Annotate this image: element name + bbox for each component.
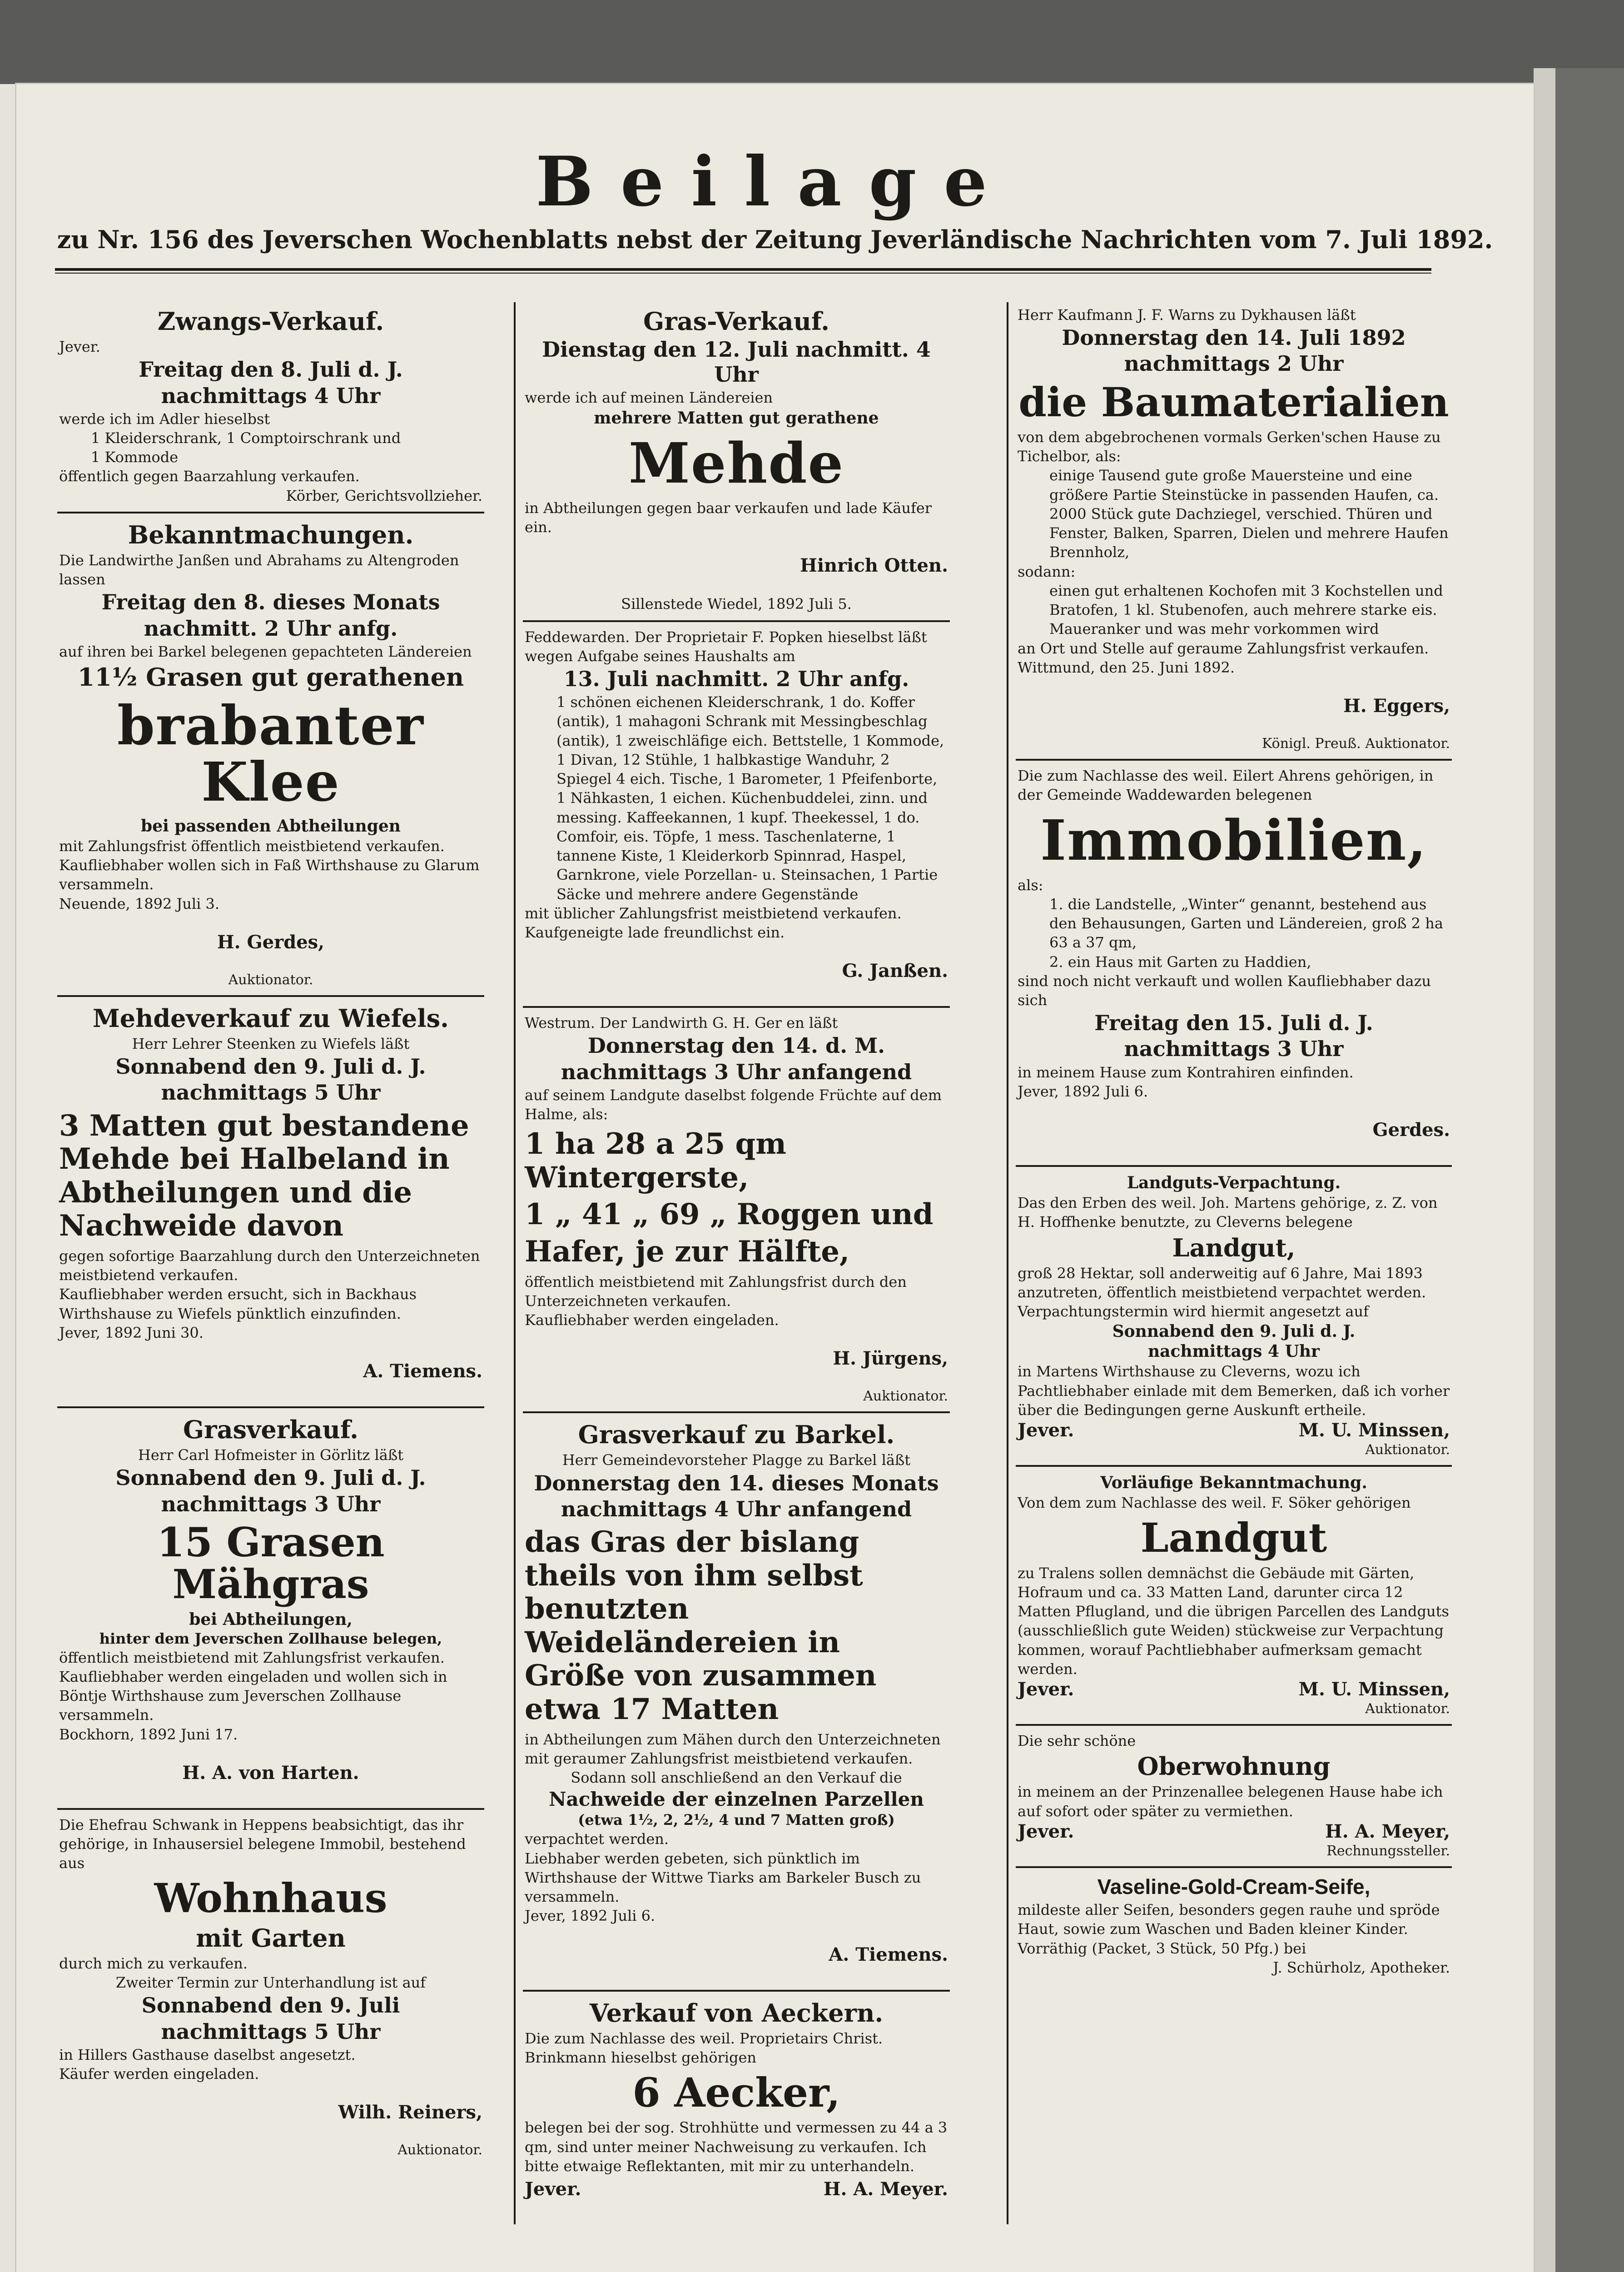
page-title: Beilage xyxy=(536,142,1014,222)
newspaper-page xyxy=(16,84,1534,2272)
ad-vorlaeufige-bekanntmachung: Vorläufige Bekanntmachung. Von dem zum Nachlasse des weil. F. Söker gehörigen Landgut zu Tralens sollen demnächst die Gebäude mit Gärten, Hofraum und ca. 33 Matten Land, darunter circa 12 Matten Pflugland, und die übrigen Parcellen des Landguts (ausschließlich gute Weiden) stückweise zur Verpachtung kommen, worauf Pachtliebhaber aufmerksam gemacht werden. Jever. M. U. Minssen, Auktionator. xyxy=(1016,1467,1452,1726)
column-1 xyxy=(57,300,484,2238)
ad-baumaterialien: Herr Kaufmann J. F. Warns zu Dykhausen läßt Donnerstag den 14. Juli 1892 nachmittags 2 Uhr die Baumaterialien von dem abgebrochenen vormals Gerken'schen Hause zu Tichelbor, als: einige Tausend gute große Mauersteine und eine größere Partie Steinstücke in passenden Haufen, ca. 2000 Stück gute Dachziegel, verschied. Thüren und Fenster, Balken, Sparren, Dielen und mehrere Haufen Brennholz, sodann: einen gut erhaltenen Kochofen mit 3 Kochstellen und Bratofen, 1 kl. Stubenofen, auch mehrere starke eis. Maueranker und was mehr vorkommen wird an Ort und Stelle auf geraume Zahlungsfrist verkaufen. Wittmund, den 25. Juni 1892. H. Eggers, Königl. Preuß. Auktionator. xyxy=(1016,300,1452,761)
ad-landguts-verpachtung: Landguts-Verpachtung. Das den Erben des weil. Joh. Martens gehörige, z. Z. von H. Hoffhenke benutzte, zu Cleverns belegene Landgut, groß 28 Hektar, soll anderweitig auf 6 Jahre, Mai 1893 anzutreten, öffentlich meistbietend verpachtet werden. Verpachtungstermin wird hiermit angesetzt auf Sonnabend den 9. Juli d. J. nachmittags 4 Uhr in Martens Wirthshause zu Cleverns, wozu ich Pachtliebhaber einlade mit dem Bemerken, daß ich vorher über die Bedingungen gerne Auskunft ertheile. Jever. M. U. Minssen, Auktionator. xyxy=(1016,1167,1452,1467)
ad-westrum: Westrum. Der Landwirth G. H. Ger en läßt Donnerstag den 14. d. M. nachmittags 3 Uhr anfangend auf seinem Landgute daselbst folgende Früchte auf dem Halme, als: 1 ha 28 a 25 qm Wintergerste, 1 „ 41 „ 69 „ Roggen und Hafer, je zur Hälfte, öffentlich meistbietend mit Zahlungsfrist durch den Unterzeichneten verkaufen. Kaufliebhaber werden eingeladen. H. Jürgens, Auktionator. xyxy=(523,1008,950,1413)
ad-verkauf-aeckern: Verkauf von Aeckern. Die zum Nachlasse des weil. Proprietairs Christ. Brinkmann hieselbst gehörigen 6 Aecker, belegen bei der sog. Strohhütte und vermessen zu 44 a 3 qm, sind unter meiner Nachweisung zu verkaufen. Ich bitte etwaige Reflektanten, mit mir zu unterhandeln. Jever. H. A. Meyer. xyxy=(525,1998,948,2200)
ad-bekanntmachungen-klee: Bekanntmachungen. Die Landwirthe Janßen und Abrahams zu Altengroden lassen Freitag den 8. dieses Monats nachmitt. 2 Uhr anfg. auf ihren bei Barkel belegenen gepachteten Ländereien 11½ Grasen gut gerathenen brabanter Klee bei passenden Abtheilungen mit Zahlungsfrist öffentlich meistbietend verkaufen. Kaufliebhaber wollen sich in Faß Wirthshause zu Glarum versammeln. Neuende, 1892 Juli 3. H. Gerdes, Auktionator. xyxy=(57,513,484,997)
ad-vaseline-seife: Vaseline-Gold-Cream-Seife, mildeste aller Seifen, besonders gegen rauhe und spröde Haut, sowie zum Waschen und Baden kleiner Kinder. Vorräthig (Packet, 3 Stück, 50 Pfg.) bei J. Schürholz, Apotheker. xyxy=(1018,1874,1450,1976)
title-rule xyxy=(55,268,1431,271)
column-divider xyxy=(514,302,516,2224)
left-page-edge xyxy=(0,84,16,2272)
ad-feddewarden: Feddewarden. Der Proprietair F. Popken hieselbst läßt wegen Aufgabe seines Haushalts am 13. Juli nachmitt. 2 Uhr anfg. 1 schönen eichenen Kleiderschrank, 1 do. Koffer (antik), 1 mahagoni Schrank mit Messingbeschlag (antik), 1 zweischläfige eich. Bettstelle, 1 Kommode, 1 Divan, 12 Stühle, 1 halbkastige Wanduhr, 2 Spiegel 4 eich. Tische, 1 Barometer, 1 Pfeifenborte, 1 Nähkasten, 1 eichen. Küchenbuddelei, zinn. und messing. Kaffeekannen, 1 kupf. Theekessel, 1 do. Comfoir, eis. Töpfe, 1 mess. Taschenlaterne, 1 tannene Kiste, 1 Kleiderkorb Spinnrad, Haspel, Garnkrone, viele Porzellan- u. Steinsachen, 1 Partie Säcke und mehrere andere Gegenstände mit üblicher Zahlungsfrist meistbietend verkaufen. Kaufgeneigte lade freundlichst ein. G. Janßen. xyxy=(523,622,950,1008)
ad-wohnhaus: Die Ehefrau Schwank in Heppens beabsichtigt, das ihr gehörige, in Inhausersiel belegene Immobil, bestehend aus Wohnhaus mit Garten durch mich zu verkaufen. Zweiter Termin zur Unterhandlung ist auf Sonnabend den 9. Juli nachmittags 5 Uhr in Hillers Gasthause daselbst angesetzt. Käufer werden eingeladen. Wilh. Reiners, Auktionator. xyxy=(59,1816,482,2158)
ad-zwangsverkauf: Zwangs-Verkauf. Jever. Freitag den 8. Juli d. J. nachmittags 4 Uhr werde ich im Adler hieselbst 1 Kleiderschrank, 1 Comptoirschrank und 1 Kommode öffentlich gegen Baarzahlung verkaufen. Körber, Gerichtsvollzieher. xyxy=(57,300,484,513)
column-2 xyxy=(523,300,950,2238)
right-page-edge xyxy=(1534,68,1624,2272)
page-subtitle: zu Nr. 156 des Jeverschen Wochenblatts nebst der Zeitung Jeverländische Nachrichten vom 7. Juli 1892. xyxy=(57,225,1493,254)
ad-oberwohnung: Die sehr schöne Oberwohnung in meinem an der Prinzenallee belegenen Hause habe ich auf sofort oder später zu vermiethen. Jever. H. A. Meyer, Rechnungssteller. xyxy=(1016,1726,1452,1868)
column-3 xyxy=(1016,300,1452,2238)
column-divider xyxy=(1007,302,1008,2224)
ad-gras-verkauf-otten: Gras-Verkauf. Dienstag den 12. Juli nachmitt. 4 Uhr werde ich auf meinen Ländereien mehrere Matten gut gerathene Mehde in Abtheilungen gegen baar verkaufen und lade Käufer ein. Hinrich Otten. Sillenstede Wiedel, 1892 Juli 5. xyxy=(523,300,950,622)
title-rule-thin xyxy=(55,273,1431,274)
ad-grasverkauf-barkel: Grasverkauf zu Barkel. Herr Gemeindevorsteher Plagge zu Barkel läßt Donnerstag den 14. dieses Monats nachmittags 4 Uhr anfangend das Gras der bislang theils von ihm selbst benutzten Weideländereien in Größe von zusammen etwa 17 Matten in Abtheilungen zum Mähen durch den Unterzeichneten mit geraumer Zahlungsfrist meistbietend verkaufen. Sodann soll anschließend an den Verkauf die Nachweide der einzelnen Parzellen (etwa 1½, 2, 2½, 4 und 7 Matten groß) verpachtet werden. Liebhaber werden gebeten, sich pünktlich im Wirthshause der Wittwe Tiarks am Barkeler Busch zu versammeln. Jever, 1892 Juli 6. A. Tiemens. xyxy=(523,1413,950,1991)
ad-grasverkauf-hofmeister: Grasverkauf. Herr Carl Hofmeister in Görlitz läßt Sonnabend den 9. Juli d. J. nachmittags 3 Uhr 15 Grasen Mähgras bei Abtheilungen, hinter dem Jeverschen Zollhause belegen, öffentlich meistbietend mit Zahlungsfrist verkaufen. Kaufliebhaber werden eingeladen und wollen sich in Böntje Wirthshause zum Jeverschen Zollhause versammeln. Bockhorn, 1892 Juni 17. H. A. von Harten. xyxy=(57,1408,484,1810)
ad-mehdeverkauf-wiefels: Mehdeverkauf zu Wiefels. Herr Lehrer Steenken zu Wiefels läßt Sonnabend den 9. Juli d. J. nachmittags 5 Uhr 3 Matten gut bestandene Mehde bei Halbeland in Abtheilungen und die Nachweide davon gegen sofortige Baarzahlung durch den Unterzeichneten meistbietend verkaufen. Kaufliebhaber werden ersucht, sich in Backhaus Wirthshause zu Wiefels pünktlich einzufinden. Jever, 1892 Juni 30. A. Tiemens. xyxy=(57,997,484,1408)
ad-immobilien: Die zum Nachlasse des weil. Eilert Ahrens gehörigen, in der Gemeinde Waddewarden belegenen Immobilien, als: 1. die Landstelle, „Winter“ genannt, bestehend aus den Behausungen, Garten und Ländereien, groß 2 ha 63 a 37 qm, 2. ein Haus mit Garten zu Haddien, sind noch nicht verkauft und wollen Kaufliebhaber dazu sich Freitag den 15. Juli d. J. nachmittags 3 Uhr in meinem Hause zum Kontrahiren einfinden. Jever, 1892 Juli 6. Gerdes. xyxy=(1016,761,1452,1167)
